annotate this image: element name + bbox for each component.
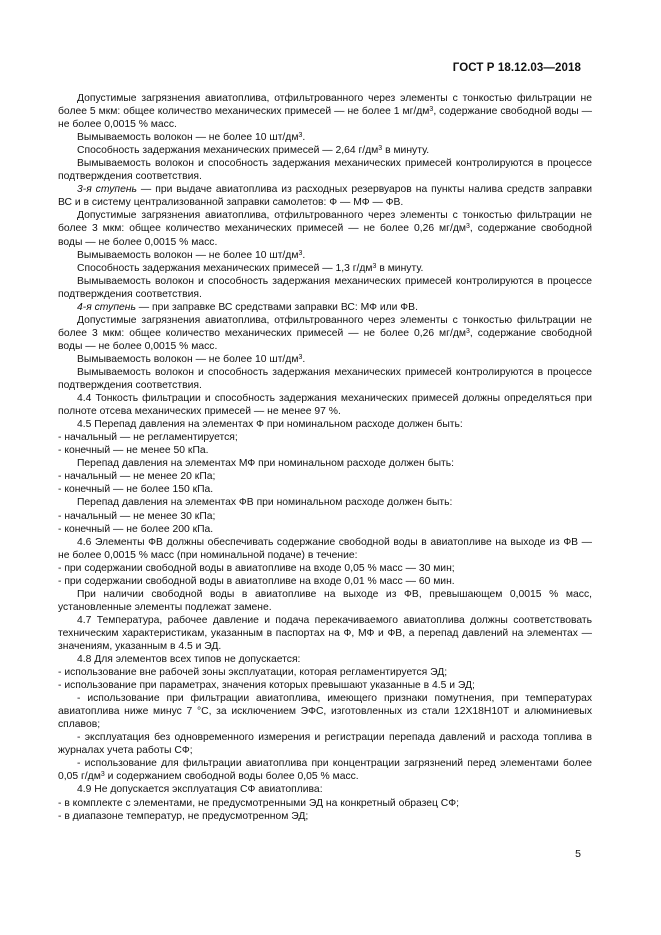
paragraph <box>58 392 592 418</box>
superscript: 3 <box>298 249 303 257</box>
text-run: - использование при фильтрации авиатоплива, имеющего признаки помутнения, при температурах авиатоплива ниже минус 7 °С, за исключением ЭФС, изготовленных из стали 12Х18Н10Т и алюминиевых сплавов; <box>58 693 592 731</box>
text-run: 4.7 Температура, рабочее давление и подача перекачиваемого авиатоплива должны соответствовать техническим характеристикам, указанным в паспортах на Ф, МФ и ФВ, а перепад давлений на элементах — значениям, указанным в 4.5 и ЭД. <box>58 614 592 652</box>
text-run: — при выдаче авиатоплива из расходных резервуаров на пункты налива средств заправки ВС и в систему централизованной заправки самолетов: Ф — МФ — ФВ. <box>58 184 592 209</box>
text-run: в минуту. <box>376 262 424 274</box>
text-run: Допустимые загрязнения авиатоплива, отфильтрованного через элементы с тонкостью фильтрации не более 3 мкм: общее количество механических примесей — не более 0,26 мг/дм <box>58 314 592 339</box>
list-item <box>58 810 592 823</box>
italic-text: 3-я ступень <box>77 184 137 196</box>
superscript: 3 <box>372 262 377 270</box>
text-run: - использование при параметрах, значения которых превышают указанные в 4.5 и ЭД; <box>58 680 475 692</box>
text-run: 4.6 Элементы ФВ должны обеспечивать содержание свободной воды в авиатопливе на выходе из ФВ — не более 0,0015 % масс (при номинальной подаче) в течение: <box>58 536 592 561</box>
text-run: и содержанием свободной воды более 0,05 % масс. <box>104 771 359 783</box>
paragraph <box>58 496 592 509</box>
document-body <box>58 92 592 823</box>
superscript: 3 <box>298 132 303 140</box>
text-run: - в комплекте с элементами, не предусмотренными ЭД на конкретный образец СФ; <box>58 797 460 809</box>
paragraph <box>58 144 592 157</box>
text-run: - конечный — не менее 50 кПа. <box>58 445 209 457</box>
text-run: - эксплуатация без одновременного измерения и регистрации перепада давлений и расхода топлива в журналах учета работы СФ; <box>58 732 592 757</box>
text-run: 4.8 Для элементов всех типов не допускается: <box>77 654 301 666</box>
text-run: 4.9 Не допускается эксплуатация СФ авиатоплива: <box>77 784 323 796</box>
paragraph <box>58 131 592 144</box>
text-run: Вымываемость волокон — не более 10 шт/дм <box>77 353 299 365</box>
text-run: - начальный — не регламентируется; <box>58 432 238 444</box>
list-item <box>58 562 592 575</box>
list-item <box>58 470 592 483</box>
text-run: Вымываемость волокон — не более 10 шт/дм <box>77 132 299 144</box>
paragraph <box>58 366 592 392</box>
text-run: Допустимые загрязнения авиатоплива, отфильтрованного через элементы с тонкостью фильтрации не более 3 мкм: общее количество механических примесей — не более 0,26 мг/дм <box>58 210 592 235</box>
paragraph <box>58 183 592 209</box>
text-run: - начальный — не менее 30 кПа; <box>58 510 216 522</box>
paragraph <box>58 418 592 431</box>
superscript: 3 <box>378 145 383 153</box>
paragraph <box>58 653 592 666</box>
list-item <box>58 679 592 692</box>
text-run: При наличии свободной воды в авиатопливе на выходе из ФВ, превышающем 0,0015 % масс, установленные элементы подлежат замене. <box>58 588 592 613</box>
list-item <box>58 431 592 444</box>
text-run: - конечный — не более 150 кПа. <box>58 484 214 496</box>
text-run: Вымываемость волокон и способность задержания механических примесей контролируются в процессе подтверждения соответствия. <box>58 275 592 300</box>
text-run: - в диапазоне температур, не предусмотренном ЭД; <box>58 810 309 822</box>
paragraph <box>58 614 592 653</box>
text-run: Вымываемость волокон — не более 10 шт/дм <box>77 249 299 261</box>
superscript: 3 <box>100 771 105 779</box>
text-run: Способность задержания механических примесей — 1,3 г/дм <box>77 262 373 274</box>
paragraph <box>58 314 592 353</box>
text-run: - конечный — не более 200 кПа. <box>58 523 214 535</box>
paragraph <box>58 209 592 248</box>
paragraph <box>58 262 592 275</box>
list-item <box>58 797 592 810</box>
paragraph <box>58 588 592 614</box>
text-run: Перепад давления на элементах ФВ при номинальном расходе должен быть: <box>77 497 453 509</box>
superscript: 3 <box>298 353 303 361</box>
paragraph <box>58 301 592 314</box>
text-run: , содержание свободной воды — не более 0,0015 % масс. <box>58 327 592 352</box>
superscript: 3 <box>429 106 434 114</box>
page-number: 5 <box>575 848 581 860</box>
text-run: в минуту. <box>382 145 430 157</box>
text-run: , содержание свободной воды — не более 0,0015 % масс. <box>58 106 592 131</box>
paragraph <box>58 157 592 183</box>
list-item <box>58 523 592 536</box>
superscript: 3 <box>465 223 470 231</box>
paragraph <box>58 536 592 562</box>
list-item <box>58 575 592 588</box>
text-run: . <box>302 249 306 261</box>
text-run: 4.5 Перепад давления на элементах Ф при номинальном расходе должен быть: <box>77 419 463 431</box>
text-run: - при содержании свободной воды в авиатопливе на входе 0,01 % масс — 60 мин. <box>58 575 455 587</box>
list-item <box>58 666 592 679</box>
text-run: 4.4 Тонкость фильтрации и способность задержания механических примесей должны определяться при полноте отсева механических примесей — не менее 97 %. <box>58 393 592 418</box>
text-run: Допустимые загрязнения авиатоплива, отфильтрованного через элементы с тонкостью фильтрации не более 5 мкм: общее количество механических примесей — не более 1 мг/дм <box>58 93 592 118</box>
list-item <box>58 510 592 523</box>
text-run: Способность задержания механических примесей — 2,64 г/дм <box>77 145 379 157</box>
text-run: - использование для фильтрации авиатоплива при концентрации загрязнений перед элементами более 0,05 г/дм <box>58 758 592 783</box>
italic-text: 4-я ступень <box>77 301 136 313</box>
paragraph <box>58 92 592 131</box>
text-run: - при содержании свободной воды в авиатопливе на входе 0,05 % масс — 30 мин; <box>58 562 455 574</box>
paragraph <box>58 457 592 470</box>
text-run: Перепад давления на элементах МФ при номинальном расходе должен быть: <box>77 458 455 470</box>
superscript: 3 <box>465 327 470 335</box>
text-run: . <box>302 353 306 365</box>
text-run: Вымываемость волокон и способность задержания механических примесей контролируются в процессе подтверждения соответствия. <box>58 366 592 392</box>
paragraph <box>58 783 592 796</box>
paragraph <box>58 353 592 366</box>
paragraph <box>58 731 592 757</box>
text-run: - использование вне рабочей зоны эксплуатации, которая регламентируется ЭД; <box>58 667 448 679</box>
text-run: - начальный — не менее 20 кПа; <box>58 471 216 483</box>
list-item <box>58 483 592 496</box>
list-item <box>58 444 592 457</box>
text-run: Вымываемость волокон и способность задержания механических примесей контролируются в процессе подтверждения соответствия. <box>58 158 592 183</box>
text-run: — при заправке ВС средствами заправки ВС: МФ или ФВ. <box>135 301 418 313</box>
paragraph <box>58 275 592 301</box>
document-code-header: ГОСТ Р 18.12.03—2018 <box>452 62 581 74</box>
text-run: , содержание свободной воды — не более 0,0015 % масс. <box>58 223 592 248</box>
text-run: . <box>302 132 306 144</box>
paragraph <box>58 692 592 731</box>
paragraph <box>58 757 592 783</box>
paragraph <box>58 249 592 262</box>
